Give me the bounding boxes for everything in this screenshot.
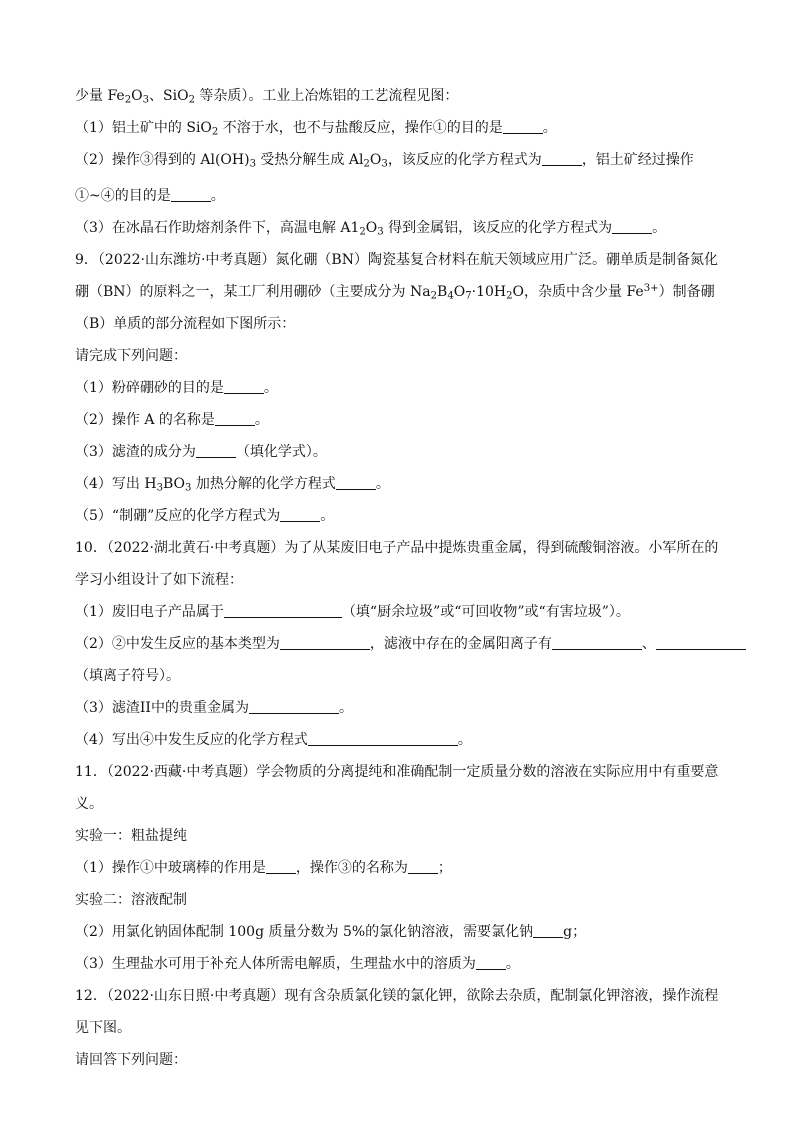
text-segment: 2 xyxy=(188,94,195,106)
text-segment: B xyxy=(437,284,448,300)
text-line xyxy=(75,150,694,170)
answer-blank[interactable] xyxy=(266,859,296,874)
text-segment: 。 xyxy=(652,220,667,236)
text-segment: 9．（2022·山东潍坊·中考真题）氮化硼（BN）陶瓷基复合材料在航天领域应用广泛。硼单质是制备氮化 xyxy=(75,252,718,268)
text-segment: 学习小组设计了如下流程： xyxy=(75,572,243,588)
text-line xyxy=(75,858,452,878)
text-line xyxy=(75,666,180,686)
text-segment: ，操作③的名称为 xyxy=(295,860,408,876)
answer-blank[interactable] xyxy=(171,187,211,202)
answer-blank[interactable] xyxy=(476,955,506,970)
text-segment: （1）废旧电子产品属于 xyxy=(75,604,224,620)
text-segment: 3 xyxy=(156,482,163,494)
text-segment: 。 xyxy=(254,412,269,428)
text-segment: 。 xyxy=(542,120,557,136)
text-line xyxy=(75,1018,131,1038)
text-segment: 请完成下列问题： xyxy=(75,348,187,364)
text-segment: 。 xyxy=(457,732,472,748)
text-line xyxy=(75,986,718,1006)
text-segment: （3）生理盐水可用于补充人体所需电解质，生理盐水中的溶质为 xyxy=(75,956,476,972)
answer-blank[interactable] xyxy=(612,219,652,234)
text-segment: ，铝土矿经过操作 xyxy=(581,152,694,168)
text-segment: ，滤液中存在的金属阳离子有 xyxy=(369,636,552,652)
text-line xyxy=(75,922,586,942)
text-segment: 硼（BN）的原料之一，某工厂利用硼砂（主要成分为 Na xyxy=(75,284,431,300)
text-segment: 加热分解的化学方程式 xyxy=(191,476,336,492)
answer-blank[interactable] xyxy=(308,731,458,746)
answer-blank[interactable] xyxy=(224,379,264,394)
text-segment: （填离子符号）。 xyxy=(75,668,180,684)
text-segment: （填化学式）。 xyxy=(235,444,327,460)
text-line xyxy=(75,602,630,622)
text-segment: （B）单质的部分流程如下图所示： xyxy=(75,316,296,332)
text-segment: 3 xyxy=(249,158,256,170)
text-segment: O xyxy=(365,220,378,236)
text-segment: ·10H xyxy=(471,284,507,300)
text-segment: 2 xyxy=(363,158,370,170)
answer-blank[interactable] xyxy=(280,635,370,650)
answer-blank[interactable] xyxy=(196,443,236,458)
text-line xyxy=(75,730,472,750)
text-segment: 12．（2022·山东日照·中考真题）现有含杂质氯化镁的氯化钾，欲除去杂质，配制氯化钾溶液，操作流程 xyxy=(75,988,719,1004)
text-line xyxy=(75,890,187,910)
text-segment: （填“厨余垃圾”或“可回收物”或“有害垃圾”）。 xyxy=(341,604,630,620)
text-segment: （2）操作 A 的名称是 xyxy=(75,412,215,428)
text-segment: 义。 xyxy=(75,796,103,812)
answer-blank[interactable] xyxy=(224,603,342,618)
text-segment: 2 xyxy=(430,290,438,302)
text-segment: 10．（2022·湖北黄石·中考真题）为了从某废旧电子产品中提炼贵重金属，得到硫酸铜溶液。小军所在的 xyxy=(75,540,719,556)
text-segment: 3+ xyxy=(643,282,659,294)
text-segment: ）制备硼 xyxy=(658,284,715,300)
text-segment: 7 xyxy=(465,290,472,302)
text-segment: （2）操作③得到的 Al(OH) xyxy=(75,152,250,168)
text-segment: 3 xyxy=(142,94,150,106)
text-segment: 、 xyxy=(641,636,656,652)
text-line xyxy=(75,698,353,718)
text-line xyxy=(75,218,666,238)
text-segment: 等杂质）。工业上冶炼铝的工艺流程见图： xyxy=(194,88,459,104)
text-segment: O xyxy=(453,284,466,300)
text-segment: （1）粉碎硼砂的目的是 xyxy=(75,380,224,396)
text-line xyxy=(75,86,458,106)
text-segment: 11．（2022·西藏·中考真题）学会物质的分离提纯和准确配制一定质量分数的溶液在实际应用中有重要意 xyxy=(75,764,719,780)
text-line xyxy=(75,954,520,974)
text-segment: 4 xyxy=(447,290,454,302)
text-segment: 。 xyxy=(320,508,335,524)
text-segment: 少量 Fe xyxy=(75,88,125,104)
text-segment: 。 xyxy=(338,700,353,716)
text-segment: （3）在冰晶石作助熔剂条件下，高温电解 A1 xyxy=(75,220,360,236)
text-segment: 。 xyxy=(375,476,390,492)
text-line xyxy=(75,538,718,558)
text-segment: 3 xyxy=(185,482,192,494)
answer-blank[interactable] xyxy=(408,859,438,874)
text-line xyxy=(75,762,718,782)
text-segment: 。 xyxy=(263,380,278,396)
text-segment: 3 xyxy=(377,226,384,238)
text-segment: 2 xyxy=(359,226,366,238)
text-segment: （1）操作①中玻璃棒的作用是 xyxy=(75,860,266,876)
text-line xyxy=(75,474,390,494)
text-line xyxy=(75,1050,187,1070)
text-line xyxy=(75,186,225,206)
text-line xyxy=(75,794,103,814)
answer-blank[interactable] xyxy=(280,507,320,522)
text-line xyxy=(75,506,334,526)
text-line xyxy=(75,442,327,462)
answer-blank[interactable] xyxy=(215,411,255,426)
text-segment: （2）用氯化钠固体配制 100g 质量分数为 5%的氯化钠溶液，需要氯化钠 xyxy=(75,924,534,940)
answer-blank[interactable] xyxy=(542,151,582,166)
text-line xyxy=(75,282,715,302)
text-line xyxy=(75,314,295,334)
text-segment: 得到金属铝，该反应的化学方程式为 xyxy=(383,220,613,236)
text-segment: O xyxy=(369,152,382,168)
text-segment: 实验二：溶液配制 xyxy=(75,892,187,908)
text-segment: g； xyxy=(563,924,587,940)
text-segment: 受热分解生成 Al xyxy=(255,152,364,168)
answer-blank[interactable] xyxy=(656,635,746,650)
answer-blank[interactable] xyxy=(336,475,376,490)
text-segment: ； xyxy=(437,860,452,876)
answer-blank[interactable] xyxy=(503,119,543,134)
answer-blank[interactable] xyxy=(552,635,642,650)
text-line xyxy=(75,826,187,846)
text-segment: 不溶于水，也不与盐酸反应，操作①的目的是 xyxy=(218,120,503,136)
text-line xyxy=(75,634,746,654)
text-segment: ①~④的目的是 xyxy=(75,188,171,204)
text-segment: 3 xyxy=(381,158,388,170)
text-segment: 见下图。 xyxy=(75,1020,131,1036)
text-line xyxy=(75,346,187,366)
text-segment: 2 xyxy=(211,126,219,138)
text-segment: 请回答下列问题： xyxy=(75,1052,187,1068)
text-segment: 。 xyxy=(210,188,225,204)
text-segment: （4）写出 H xyxy=(75,476,157,492)
text-segment: （1）铝土矿中的 SiO xyxy=(75,120,212,136)
text-segment: （5）“制硼”反应的化学方程式为 xyxy=(75,508,281,524)
text-line xyxy=(75,410,269,430)
text-segment: （3）滤渣II中的贵重金属为 xyxy=(75,700,249,716)
text-line xyxy=(75,118,557,138)
text-segment: 2 xyxy=(124,94,132,106)
text-segment: （4）写出④中发生反应的化学方程式 xyxy=(75,732,308,748)
answer-blank[interactable] xyxy=(533,923,563,938)
text-segment: 。 xyxy=(505,956,520,972)
answer-blank[interactable] xyxy=(249,699,339,714)
text-segment: ，该反应的化学方程式为 xyxy=(387,152,542,168)
text-segment: 、SiO xyxy=(149,88,189,104)
text-segment: 实验一：粗盐提纯 xyxy=(75,828,187,844)
text-line xyxy=(75,378,278,398)
text-segment: BO xyxy=(163,476,186,492)
text-segment: 2 xyxy=(506,290,513,302)
text-segment: （3）滤渣的成分为 xyxy=(75,444,196,460)
text-line xyxy=(75,570,243,590)
text-segment: O xyxy=(131,88,143,104)
text-segment: （2）②中发生反应的基本类型为 xyxy=(75,636,280,652)
text-segment: O，杂质中含少量 Fe xyxy=(512,284,644,300)
text-line xyxy=(75,250,718,270)
